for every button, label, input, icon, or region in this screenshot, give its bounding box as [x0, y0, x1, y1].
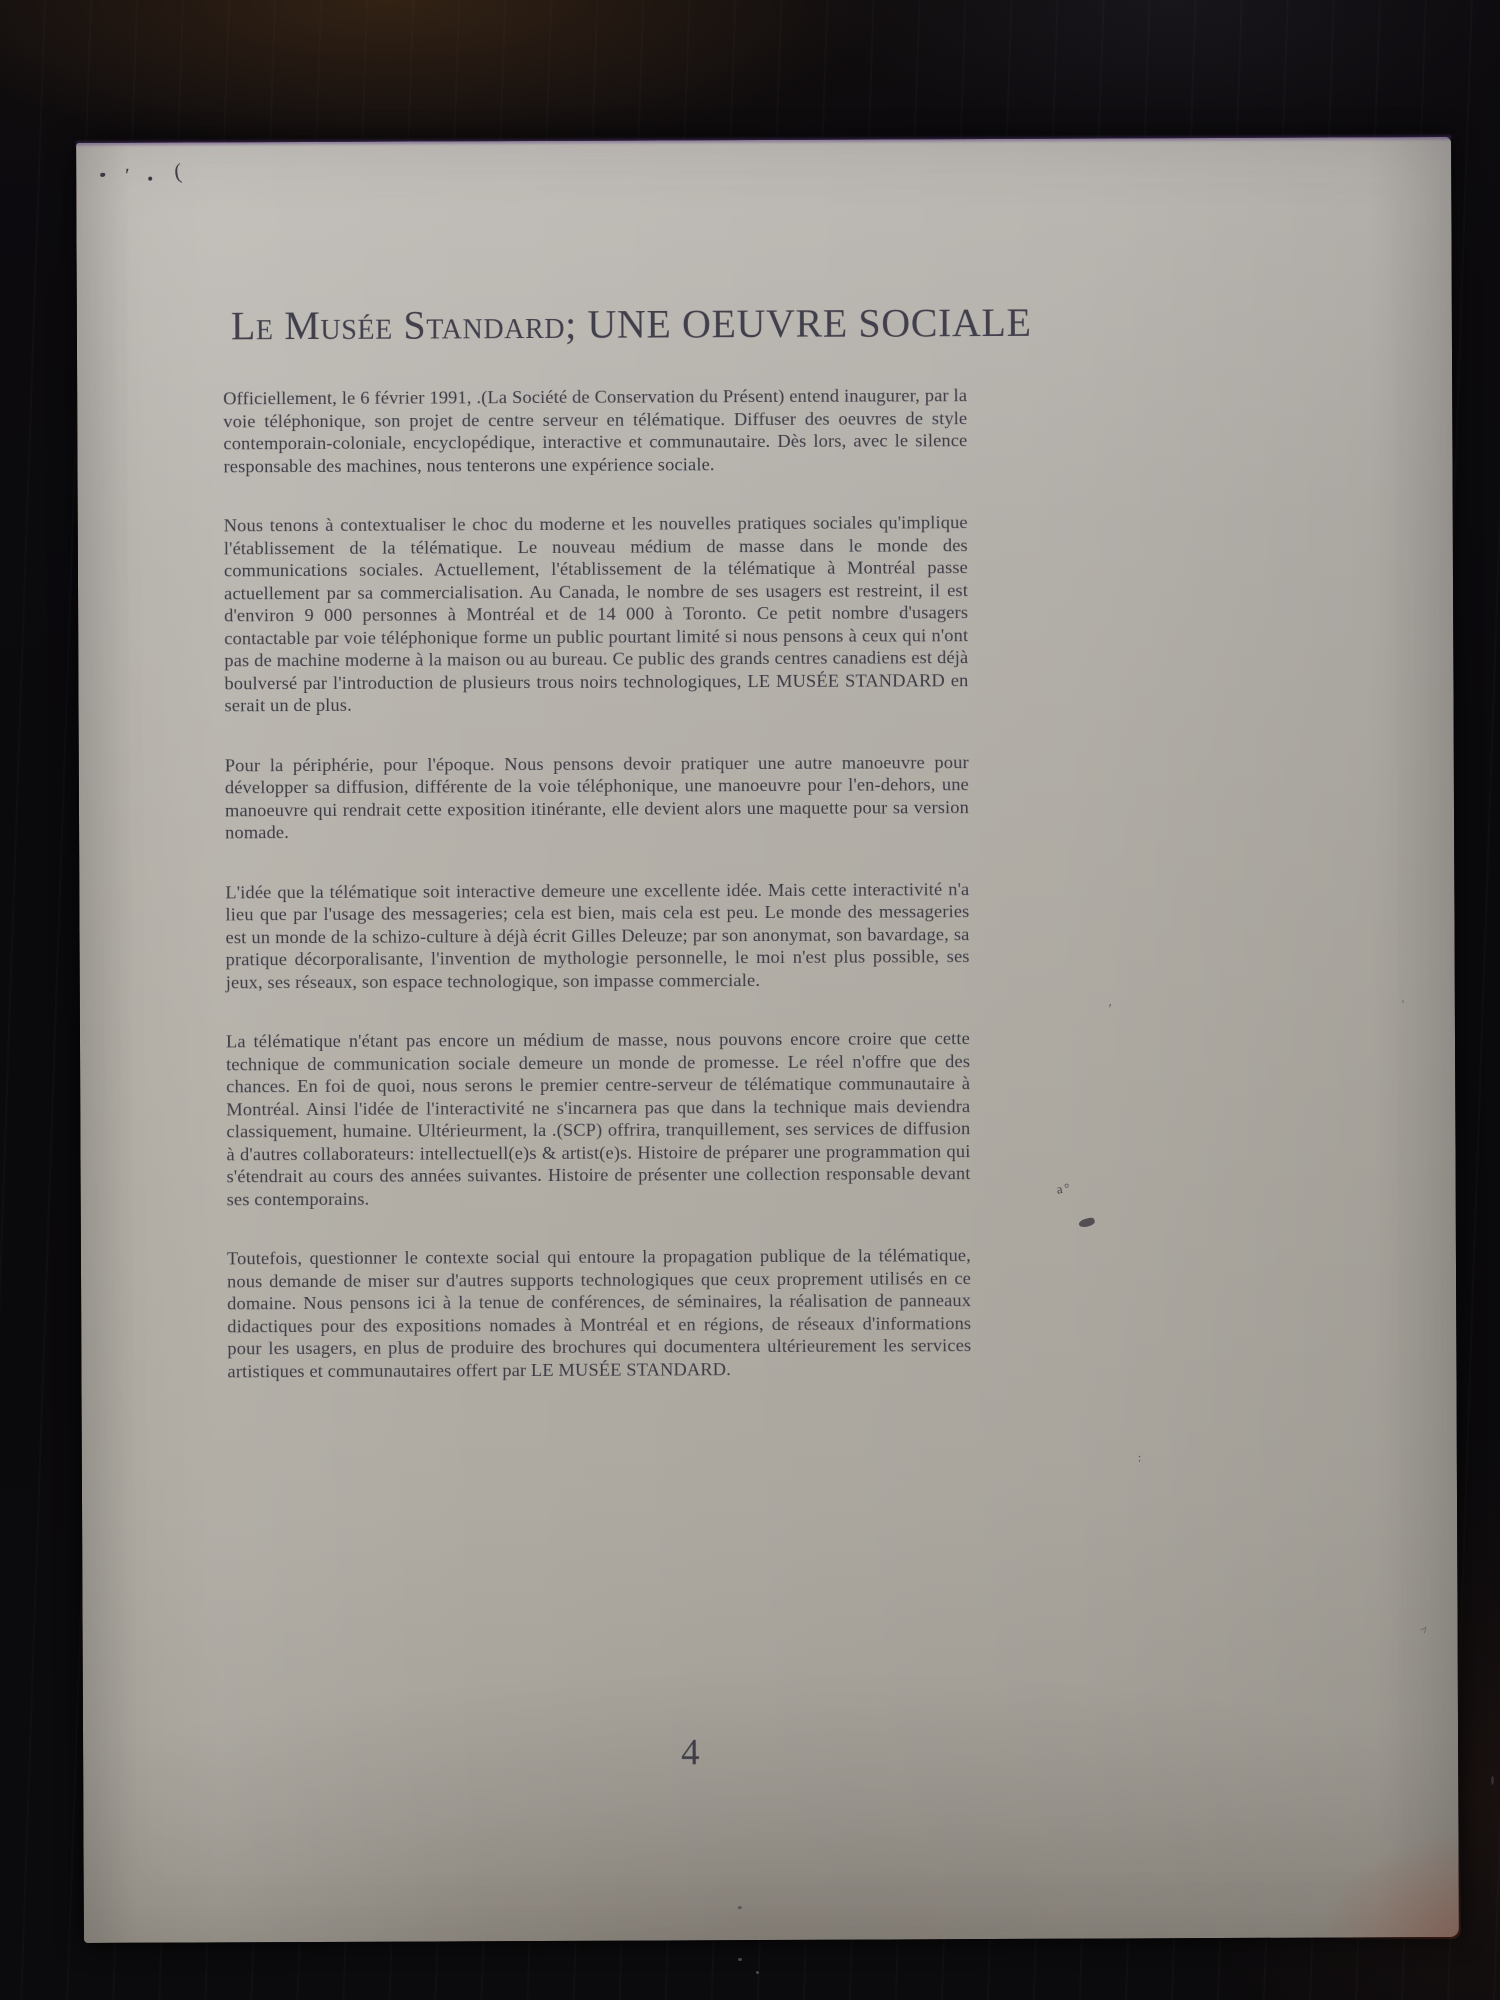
- margin-mark-apostrophe: ': [1401, 997, 1405, 1012]
- paragraph-1: Officiellement, le 6 février 1991, .(La Société de Conservation du Présent) entend inaugurer, par la voie téléphonique, son projet de centre serveur en télématique. Diffuser des oeuvres de style contemporain-coloniale, encyclopédique, interactive et communautaire. Dès lors, avec le silence responsable des machines, nous tenterons une expérience sociale.: [223, 385, 968, 476]
- pen-mark-tick: ': [122, 164, 131, 187]
- paragraph-5: La télématique n'étant pas encore un médium de masse, nous pouvons encore croire que cette technique de communication sociale demeure un monde de promesse. Le réel n'offre que des chances. En foi de quoi, nous serons le premier centre-serveur de télématique communautaire à Montréal. Ainsi l'idée de l'interactivité ne s'incarnera pas que dans la technique mais deviendra classiquement, humaine. Ultérieurment, la .(SCP) offrira, tranquillement, ses services de diffusion à d'autres collaborateurs: intellectuell(e)s & artist(e)s. Histoire de préparer une programmation qui s'étendrait au cours des années suivantes. Histoire de présenter une collection responsable devant ses contemporains.: [225, 1028, 971, 1209]
- dust-speck: [1491, 1776, 1494, 1785]
- paragraph-6: Toutefois, questionner le contexte social qui entoure la propagation publique de la télématique, nous demande de miser sur d'autres supports technologiques que ceux proprement utilisés en ce domaine. Nous pensons ici à la tenue de conférences, de séminaires, la réalisation de panneaux didactiques pour des expositions nomades à Montréal et en régions, de réseaux d'informations pour les usagers, en plus de produire des brochures qui documentera ultérieurement les services artistiques et communautaires offert par LE MUSÉE STANDARD.: [226, 1245, 972, 1381]
- margin-mark-hook: ^: [1417, 1623, 1431, 1638]
- paragraph-3: Pour la périphérie, pour l'époque. Nous pensons devoir pratiquer une autre manoeuvre pour développer sa diffusion, différente de la voie téléphonique, une manoeuvre pour l'en-dehors, une manoeuvre qui rendrait cette exposition itinérante, elle devient alors une maquette pour sa version nomade.: [224, 751, 970, 843]
- paragraph-2: Nous tenons à contextualiser le choc du moderne et les nouvelles pratiques sociales qu'implique l'établissement de la télématique. Le nouveau médium de masse dans le monde des communications sociales. Actuellement, l'établissement de la télématique à Montréal passe actuellement par sa commercialisation. Au Canada, le nombre de ses usagers est restreint, il est d'environ 9 000 personnes à Montréal et de 14 000 à Toronto. Ce petit nombre d'usagers contactable par voie téléphonique forme un public pourtant limité si nous pensons à ceux qui n'ont pas de machine moderne à la maison ou au bureau. Ce public des grands centres canadiens est déjà boulversé par l'introduction de plusieurs trous noirs technologiques, LE MUSÉE STANDARD en serait un de plus.: [223, 512, 969, 716]
- pen-mark-paren: (: [172, 158, 183, 184]
- paragraph-4: L'idée que la télématique soit interactive demeure une excellente idée. Mais cette interactivité n'a lieu que par l'usage des messageries; cela est bien, mais cela est peu. Le monde des messageries est un monde de la schizo-culture à déjà écrit Gilles Deleuze; par son anonymat, son bavardage, sa pratique décorporalisante, l'invention de mythologie personnelle, le moi n'est plus possible, ses jeux, ses réseaux, son espace technologique, son impasse commerciale.: [225, 878, 970, 992]
- dust-speck: [738, 1958, 742, 1961]
- page-number: 4: [681, 1732, 700, 1774]
- document-content: [223, 299, 1032, 1419]
- pen-mark-dot: [100, 173, 105, 177]
- margin-mark-ao: a°: [1055, 1179, 1073, 1197]
- document-title: Le Musée Standard; UNE OEUVRE SOCIALE: [230, 299, 1032, 349]
- margin-smudge: [1078, 1217, 1095, 1229]
- paper-page: [76, 137, 1459, 1943]
- margin-mark-colon: :: [1137, 1450, 1142, 1465]
- pen-mark-dot: [148, 177, 152, 181]
- margin-mark-tick: ': [1105, 1000, 1113, 1016]
- dust-speck: [756, 1971, 759, 1974]
- bottom-speck: [738, 1906, 742, 1909]
